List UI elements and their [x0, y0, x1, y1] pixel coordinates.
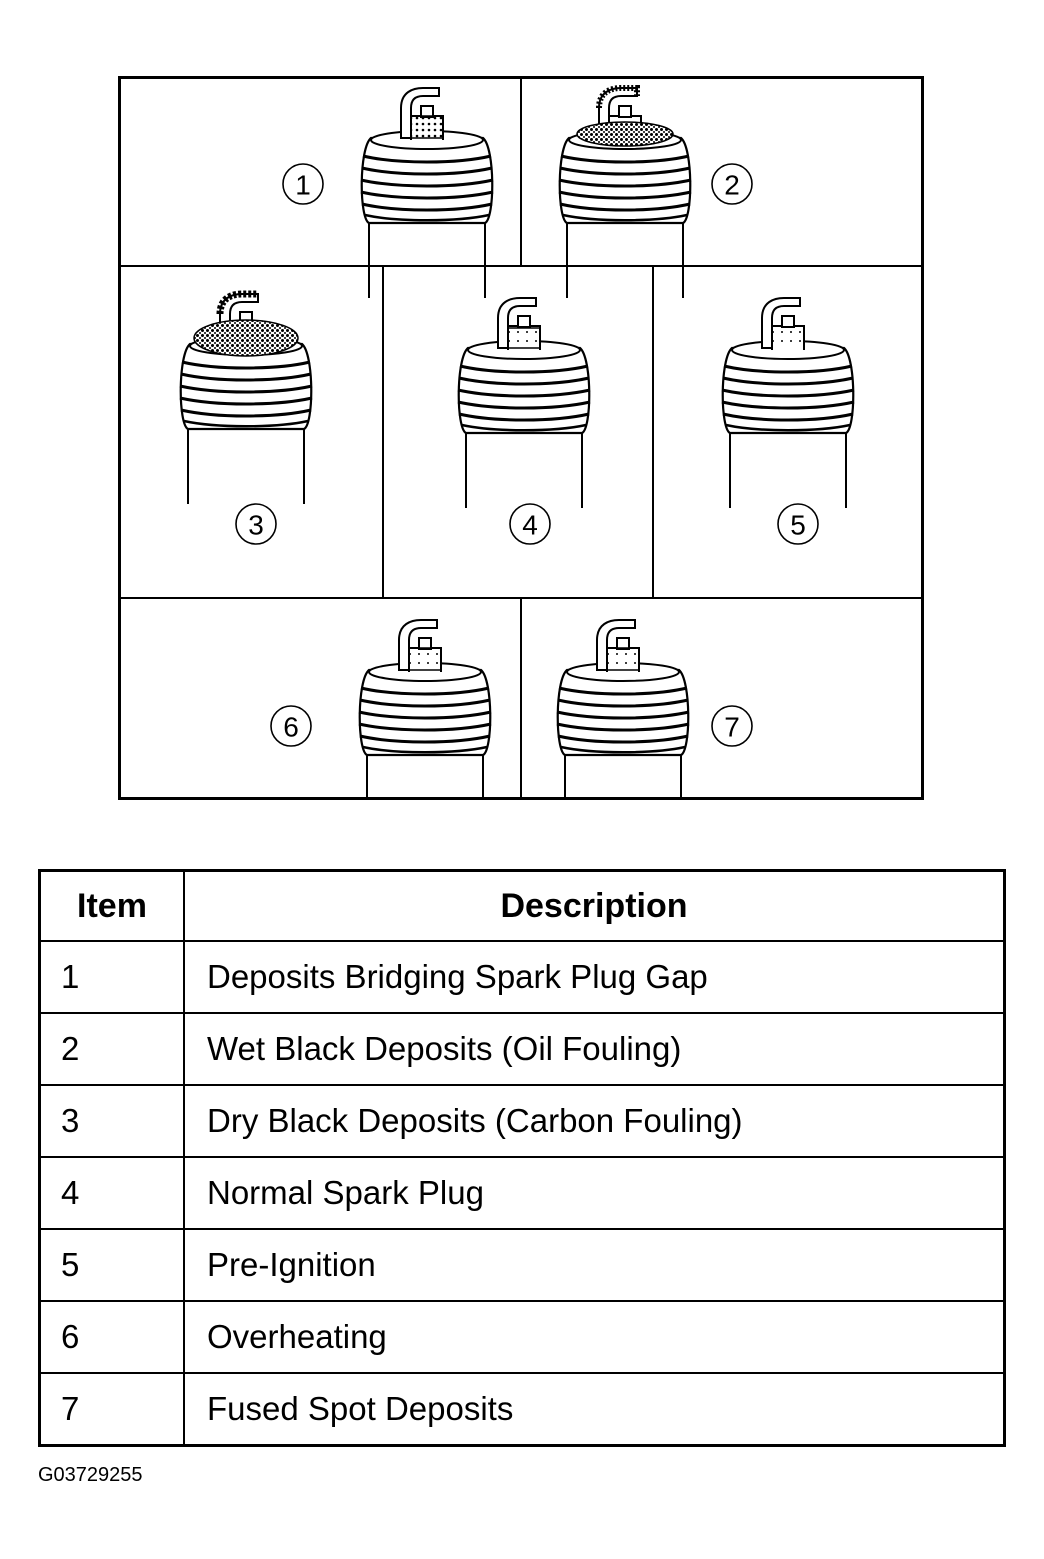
callout-2	[712, 164, 752, 204]
row-description: Dry Black Deposits (Carbon Fouling)	[184, 1085, 1005, 1157]
table-row	[40, 941, 1005, 1013]
row-item: 1	[40, 941, 185, 1013]
row-item: 7	[40, 1373, 185, 1446]
row-description: Fused Spot Deposits	[184, 1373, 1005, 1446]
figure-code: G03729255	[38, 1464, 143, 1486]
row-description: Deposits Bridging Spark Plug Gap	[184, 941, 1005, 1013]
callout-7	[712, 706, 752, 746]
svg-text:3: 3	[248, 509, 264, 541]
table-header-row	[40, 871, 1005, 942]
row-description: Wet Black Deposits (Oil Fouling)	[184, 1013, 1005, 1085]
row-description: Normal Spark Plug	[184, 1157, 1005, 1229]
callout-4	[510, 504, 550, 544]
callout-3	[236, 504, 276, 544]
row-item: 2	[40, 1013, 185, 1085]
row-description: Pre-Ignition	[184, 1229, 1005, 1301]
table-row	[40, 1085, 1005, 1157]
svg-text:1: 1	[295, 169, 311, 201]
table-row	[40, 1229, 1005, 1301]
table-row	[40, 1373, 1005, 1446]
row-description: Overheating	[184, 1301, 1005, 1373]
callout-6	[271, 706, 311, 746]
row-item: 6	[40, 1301, 185, 1373]
callout-5	[778, 504, 818, 544]
row-item: 3	[40, 1085, 185, 1157]
row-item: 4	[40, 1157, 185, 1229]
row-item: 5	[40, 1229, 185, 1301]
header-item: Item	[40, 871, 185, 942]
svg-text:6: 6	[283, 711, 299, 743]
svg-text:2: 2	[724, 169, 740, 201]
callout-1	[283, 164, 323, 204]
table-row	[40, 1301, 1005, 1373]
legend-table	[38, 869, 1006, 1447]
spark-plug-diagram	[118, 76, 924, 800]
svg-text:7: 7	[724, 711, 740, 743]
table-row	[40, 1013, 1005, 1085]
table-row	[40, 1157, 1005, 1229]
svg-text:5: 5	[790, 509, 806, 541]
svg-text:4: 4	[522, 509, 538, 541]
header-description: Description	[184, 871, 1005, 942]
